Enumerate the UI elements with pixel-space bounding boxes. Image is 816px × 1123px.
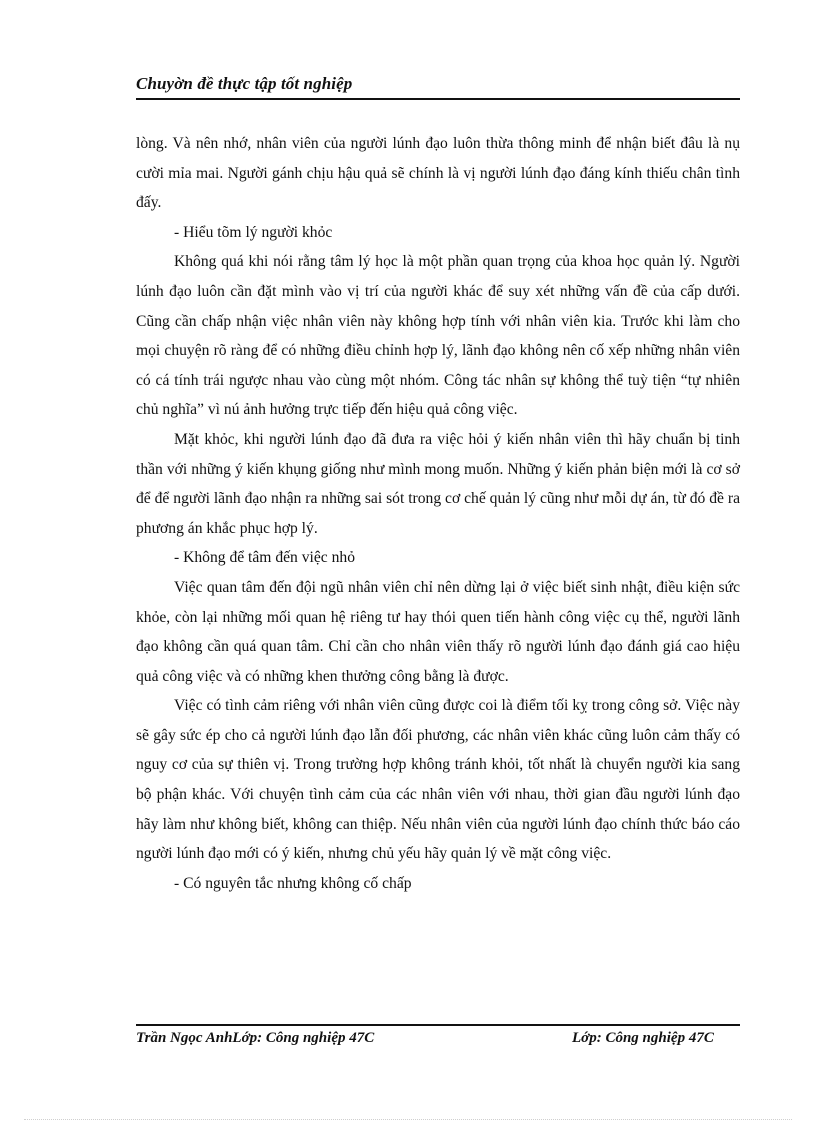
bullet-small-matters: - Không để tâm đến việc nhỏ (174, 549, 356, 567)
footer-class: Lớp: Công nghiệp 47C (572, 1030, 714, 1046)
paragraph-3: Mặt khỏc, khi người lúnh đạo đã đưa ra việc hỏi ý kiến nhân viên thì hãy chuẩn bị tinh thần với những ý kiến khụng giống như mình mong muốn. Những ý kiến phản biện mới là cơ sở để để người lãnh đạo nhận ra những sai sót trong cơ chế quản lý cũng như mỗi dự án, từ đó đề ra phương án khắc phục hợp lý. (136, 430, 740, 537)
page-header-title: Chuyờn đề thực tập tốt nghiệp (136, 74, 353, 93)
footer-rule (136, 1024, 740, 1026)
document-body (136, 129, 740, 898)
header-rule (136, 98, 740, 100)
paragraph-5: Việc có tình cảm riêng với nhân viên cũng được coi là điểm tối kỵ trong công sở. Việc này sẽ gây sức ép cho cả người lúnh đạo lẫn đối phương, các nhân viên khác cũng luôn cảm thấy có nguy cơ của sự thiên vị. Trong trường hợp không tránh khỏi, tốt nhất là chuyển người kia sang bộ phận khác. Với chuyện tình cảm của các nhân viên với nhau, thời gian đầu người lúnh đạo hãy làm như không biết, không can thiệp. Nếu nhân viên của người lúnh đạo chính thức báo cáo người lúnh đạo mới có ý kiến, nhưng chủ yếu hãy quản lý về mặt công việc. (136, 697, 740, 863)
paragraph-4: Việc quan tâm đến đội ngũ nhân viên chỉ nên dừng lại ở việc biết sinh nhật, điều kiện sức khỏe, còn lại những mối quan hệ riêng tư hay thói quen tiến hành công việc cụ thể, người lãnh đạo không cần quá quan tâm. Chỉ cần cho nhân viên thấy rõ người lúnh đạo đánh giá cao hiệu quả công việc và có những khen thưởng công bằng là được. (136, 578, 740, 685)
bullet-understand-psychology: - Hiểu tõm lý người khỏc (174, 223, 333, 241)
paragraph-1: lòng. Và nên nhớ, nhân viên của người lúnh đạo luôn thừa thông minh để nhận biết đâu là nụ cười mỉa mai. Người gánh chịu hậu quả sẽ chính là vị người lúnh đạo đáng kính thiếu chân tình đấy. (136, 135, 740, 212)
bullet-principles: - Có nguyên tắc nhưng không cố chấp (174, 874, 412, 892)
footer-author: Trần Ngọc AnhLớp: Công nghiệp 47C (136, 1030, 375, 1046)
page-edge-dots (24, 1119, 792, 1120)
paragraph-2: Không quá khi nói rằng tâm lý học là một phần quan trọng của khoa học quản lý. Người lúnh đạo luôn cần đặt mình vào vị trí của người khác để suy xét những vấn đề của cấp dưới. Cũng cần chấp nhận việc nhân viên này không hợp tính với nhân viên kia. Trước khi làm cho mọi chuyện rõ ràng để có những điều chỉnh hợp lý, lãnh đạo không nên cố xếp những nhân viên có cá tính trái ngược nhau vào cùng một nhóm. Công tác nhân sự không thể tuỳ tiện “tự nhiên chủ nghĩa” vì nú ảnh hưởng trực tiếp đến hiệu quả công việc. (136, 253, 740, 419)
